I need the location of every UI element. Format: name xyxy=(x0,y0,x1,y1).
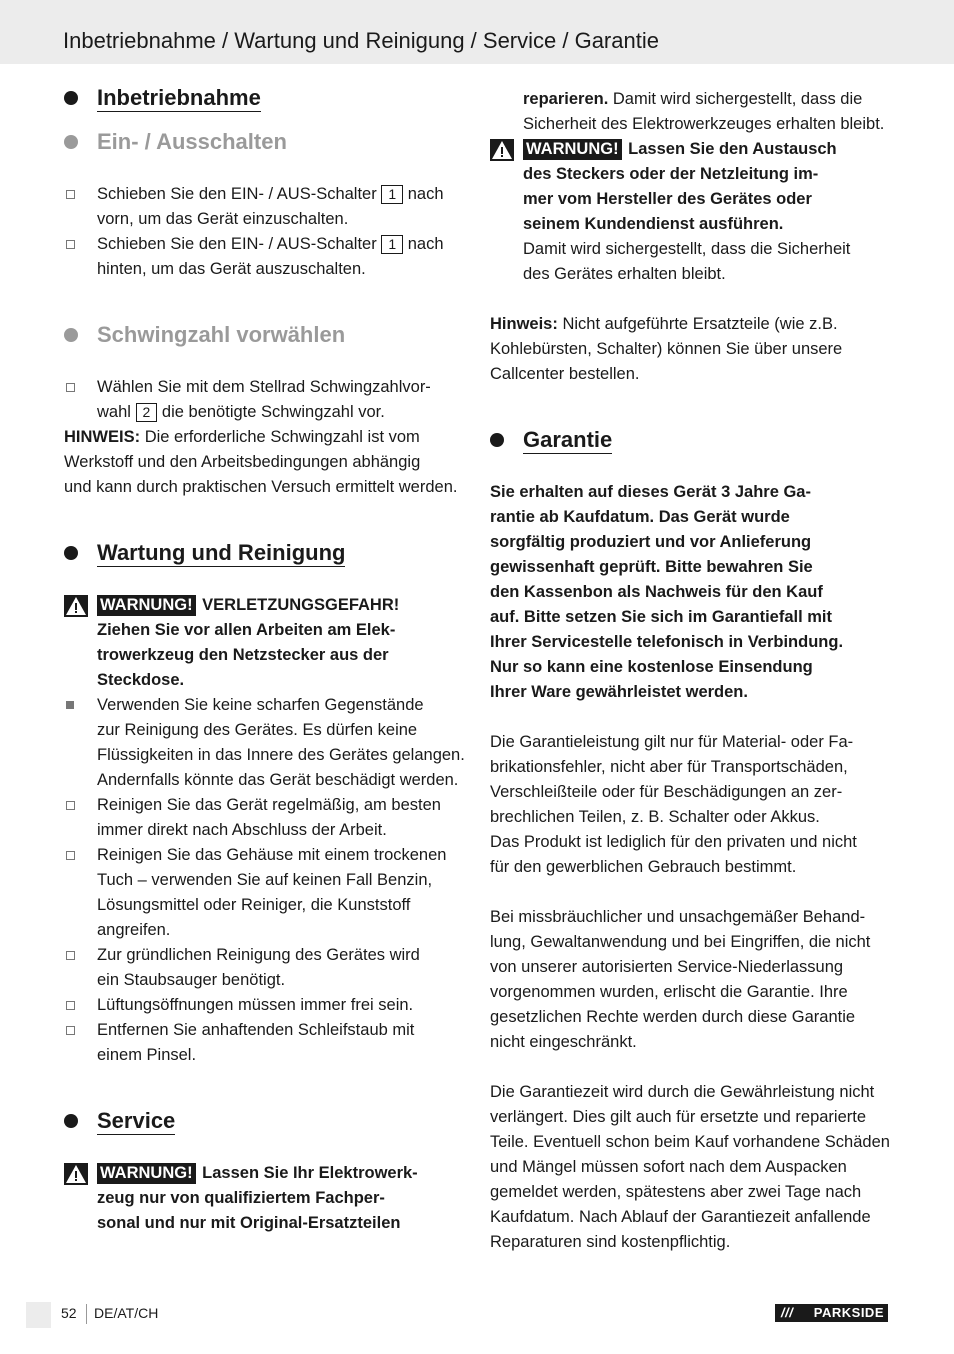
warning-triangle-icon xyxy=(64,595,88,617)
warning-badge: WARNUNG! xyxy=(523,139,622,160)
warning-triangle-icon xyxy=(490,139,514,161)
garantie-paragraph-3: Die Garantiezeit wird durch die Gewährleistung nicht verlängert. Dies gilt auch für ersetzte und reparierte Teile. Eventuell schon beim Kauf vorhandene Schäden und Mängel müssen sofort nach dem Auspacken gemeldet werden, spätestens aber zwei Tage nach Kaufdatum. Nach Ablauf der Garantiezeit anfallende Reparaturen sind kostenpflichtig. xyxy=(490,1083,890,1251)
part-reference: 1 xyxy=(381,235,403,254)
part-reference: 2 xyxy=(136,403,158,422)
hinweis-paragraph: Hinweis: Nicht aufgeführte Ersatzteile (wie z.B. Kohlebürsten, Schalter) können Sie über unsere Callcenter bestellen. xyxy=(490,315,843,383)
warning-badge: WARNUNG! xyxy=(97,1163,196,1184)
list-item: Schieben Sie den EIN- / AUS-Schalter 1 nach vorn, um das Gerät einzuschalten. xyxy=(64,182,464,232)
checkbox-bullet-icon xyxy=(66,851,75,860)
bullet-dot-icon xyxy=(64,546,78,560)
footer-marker xyxy=(26,1302,51,1328)
right-column xyxy=(490,87,890,1255)
bullet-dot-icon xyxy=(64,91,78,105)
checkbox-bullet-icon xyxy=(66,1026,75,1035)
heading-garantie: Garantie xyxy=(490,424,890,456)
bullet-dot-icon xyxy=(490,433,504,447)
garantie-paragraph-1: Die Garantieleistung gilt nur für Material- oder Fa- brikationsfehler, nicht aber für Transportschäden, Verschleißteile oder für Beschädigungen an zer- brechlichen Teilen, z. B. Schalter oder Akkus. Das Produkt ist lediglich für den privaten und nicht für den gewerblichen Gebrauch bestimmt. xyxy=(490,733,857,876)
language-code: DE/AT/CH xyxy=(94,1305,159,1321)
bullet-dot-icon xyxy=(64,328,78,342)
footer-divider xyxy=(86,1304,87,1324)
left-column xyxy=(64,82,464,1236)
service-continuation: reparieren. Damit wird sichergestellt, dass die Sicherheit des Elektrowerkzeuges erhalten bleibt. xyxy=(523,90,885,133)
part-reference: 1 xyxy=(381,185,403,204)
warning-block: WARNUNG! VERLETZUNGSGEFAHR! Ziehen Sie vor allen Arbeiten am Elek- trowerkzeug den Netzstecker aus der Steckdose. xyxy=(64,593,464,693)
warning-block: WARNUNG! Lassen Sie Ihr Elektrowerk- zeug nur von qualifiziertem Fachper- sonal und nur mit Original-Ersatzteilen xyxy=(64,1161,464,1236)
garantie-intro: Sie erhalten auf dieses Gerät 3 Jahre Ga- rantie ab Kaufdatum. Das Gerät wurde sorgfältig produziert und vor Anlieferung gewissenhaft geprüft. Bitte bewahren Sie den Kassenbon als Nachweis für den Kauf auf. Bitte setzen Sie sich im Garantiefall mit Ihrer Servicestelle telefonisch in Verbindung. Nur so kann eine kostenlose Einsendung Ihrer Ware gewährleistet werden. xyxy=(490,483,844,701)
checkbox-bullet-icon xyxy=(66,190,75,199)
hinweis-paragraph: HINWEIS: Die erforderliche Schwingzahl ist vom Werkstoff und den Arbeitsbedingungen abhängig und kann durch praktischen Versuch ermittelt werden. xyxy=(64,428,458,496)
checkbox-bullet-icon xyxy=(66,801,75,810)
heading-wartung: Wartung und Reinigung xyxy=(64,537,464,569)
list-item: Entfernen Sie anhaftenden Schleifstaub mit einem Pinsel. xyxy=(64,1018,464,1068)
heading-ein-ausschalten: Ein- / Ausschalten xyxy=(64,126,464,158)
checkbox-bullet-icon xyxy=(66,951,75,960)
warning-block: WARNUNG! Lassen Sie den Austausch des Steckers oder der Netzleitung im- mer vom Hersteller des Gerätes oder seinem Kundendienst ausführen. Damit wird sichergestellt, dass die Sicherheit des Gerätes erhalten bleibt. xyxy=(490,137,890,287)
heading-schwingzahl: Schwingzahl vorwählen xyxy=(64,319,464,351)
warning-badge: WARNUNG! xyxy=(97,595,196,616)
list-item: Reinigen Sie das Gerät regelmäßig, am besten immer direkt nach Abschluss der Arbeit. xyxy=(64,793,464,843)
brand-logo: /// PARKSIDE xyxy=(775,1304,888,1322)
garantie-paragraph-2: Bei missbräuchlicher und unsachgemäßer Behand- lung, Gewaltanwendung und bei Eingriffen, die nicht von unserer autorisierten Service-Niederlassung vorgenommen wurden, erlischt die Garantie. Ihre gesetzlichen Rechte werden durch diese Garantie nicht eingeschränkt. xyxy=(490,908,871,1051)
page-number: 52 xyxy=(61,1305,77,1321)
page-header xyxy=(0,0,954,64)
bullet-dot-icon xyxy=(64,135,78,149)
list-item: Wählen Sie mit dem Stellrad Schwingzahlvor- wahl 2 die benötigte Schwingzahl vor. xyxy=(64,375,464,425)
filled-square-bullet-icon xyxy=(66,701,74,709)
heading-service: Service xyxy=(64,1105,464,1137)
checkbox-bullet-icon xyxy=(66,383,75,392)
list-item: Verwenden Sie keine scharfen Gegenstände zur Reinigung des Gerätes. Es dürfen keine Flüssigkeiten in das Innere des Gerätes gelangen. Andernfalls könnte das Gerät beschädigt werden. xyxy=(64,693,464,793)
list-item: Reinigen Sie das Gehäuse mit einem trockenen Tuch – verwenden Sie auf keinen Fall Benzin, Lösungsmittel oder Reiniger, die Kunststoff angreifen. xyxy=(64,843,464,943)
brand-slashes-icon: /// xyxy=(781,1305,794,1320)
list-item: Zur gründlichen Reinigung des Gerätes wird ein Staubsauger benötigt. xyxy=(64,943,464,993)
checkbox-bullet-icon xyxy=(66,240,75,249)
list-item: Lüftungsöffnungen müssen immer frei sein. xyxy=(64,993,464,1018)
list-item: Schieben Sie den EIN- / AUS-Schalter 1 nach hinten, um das Gerät auszuschalten. xyxy=(64,232,464,282)
checkbox-bullet-icon xyxy=(66,1001,75,1010)
warning-triangle-icon xyxy=(64,1163,88,1185)
bullet-dot-icon xyxy=(64,1114,78,1128)
page-title: Inbetriebnahme / Wartung und Reinigung / Service / Garantie xyxy=(63,28,659,53)
heading-inbetriebnahme: Inbetriebnahme xyxy=(64,82,464,114)
